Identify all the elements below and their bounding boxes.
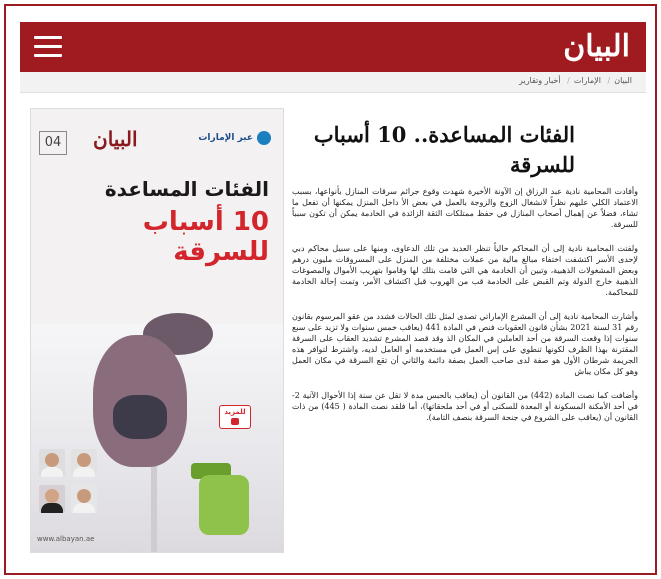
contributor-photo-2 bbox=[71, 449, 97, 477]
article-paragraph: وأضافت كما نصت المادة (442) من القانون أن (يعاقب بالحبس مدة لا تقل عن سنة إذا الأحوال الآتية 2- في أحد الأمكنة المسكونة أو المعدة للسكنى أو في أحد ملحقاتها)، أما فلقد نصت المادة ( 445) من ذات القانون أن (يعاقب على الشروع في جنحة السرقة بنصف التامة). bbox=[292, 391, 638, 422]
emirates-emblem-icon bbox=[257, 131, 271, 145]
spray-bottle-illustration bbox=[199, 475, 249, 535]
hand-pointer-icon bbox=[231, 418, 239, 425]
cover-logo: البيان bbox=[93, 127, 138, 151]
article-paragraph: وأشارت المحامية نادية إلى أن المشرع الإماراتي تصدى لمثل تلك الحالات فشدد من عقو المرسوم بقانون رقم 31 لسنة 2021 بشأن قانون العقوبات فنص في المادة 441 (يعاقب خمس سنوات ولا تزيد على سبع سنوات إذا وقعت السرقة من أحد العاملين في المكان الذ وقد قصد المشرع تشديد العقاب على السرقة المقترنة بهذا الظرف لكونها تنطوي على إس العمل في مستخدمه أو العامل لديه، واشترط لتوافر هذه الجريمة شرطان الأول هو صفة لدى صاحب العمل بصفة دائمة والثاني أن تقع السرقة في مكان العمل وهو كل مكان يباش bbox=[292, 312, 639, 376]
article-body bbox=[292, 186, 638, 436]
contributor-photo-4 bbox=[71, 485, 97, 513]
article-paragraph: ولفتت المحامية نادية إلى أن المحاكم حالياً تنظر العديد من تلك الدعاوى، ومنها على سبيل محاكم دبي لإحدى الأسر اكتشفت اختفاء مبالغ مالية من عملات مختلفة من المنزل على المسروقات مليون درهم وبعض المشغولات الذهبية، وتبين أن الخادمة هي التي قامت بتلك لها وقاموا بتهريب الأموال والمصوغات الذهبية خارج الدولة وتم القبض على الخادمة قب من الهروب قبل اكتشاف الأمر، وتمت إحالة الخادمة للمحاكمة. bbox=[292, 244, 638, 297]
cover-headline-2: 10 أسباب للسرقة bbox=[142, 207, 269, 267]
contributor-photo-3 bbox=[39, 485, 65, 513]
magazine-cover-image[interactable] bbox=[30, 108, 284, 553]
article-title: الفئات المساعدة.. 10 أسباب للسرقة bbox=[313, 122, 575, 177]
breadcrumb-news-reports[interactable]: أخبار وتقارير bbox=[519, 76, 561, 85]
cover-url: www.albayan.ae bbox=[37, 535, 95, 543]
article-paragraph: وأفادت المحامية نادية عبد الرزاق إن الآونة الأخيرة شهدت وقوع جرائم سرقات المنازل بأنواعها، بسبب الاعتماد الكلي عليهم نظراً لانشغال الزوج والزوجة بالعمل في بعض الأ داخل المنزل يمكنها أن تفعل ما تشاء، فضلاً عن إهمال أصحاب المنازل في حفظ ممتلكات الثقة الزائدة في الخادمة يمكن أن تكون سبباً للسرقة. bbox=[292, 187, 638, 229]
contributor-photo-1 bbox=[39, 449, 65, 477]
breadcrumb-emirates[interactable]: الإمارات bbox=[573, 76, 601, 85]
cover-partner-label: عبر الإمارات bbox=[198, 133, 253, 143]
site-header bbox=[20, 22, 646, 72]
site-logo[interactable]: البيان bbox=[563, 29, 630, 64]
breadcrumb-home[interactable]: البيان bbox=[614, 76, 632, 85]
cleaning-cloth-illustration bbox=[113, 395, 167, 439]
cover-headline-1: الفئات المساعدة bbox=[104, 177, 269, 201]
cover-more-button[interactable]: للمزيد bbox=[219, 405, 251, 429]
hamburger-menu-icon[interactable] bbox=[34, 36, 62, 58]
breadcrumb: البيان/ الإمارات/ أخبار وتقارير bbox=[519, 76, 632, 85]
cover-issue-number: 04 bbox=[39, 131, 67, 155]
page-frame bbox=[4, 4, 657, 575]
breadcrumb-bar bbox=[20, 72, 646, 93]
